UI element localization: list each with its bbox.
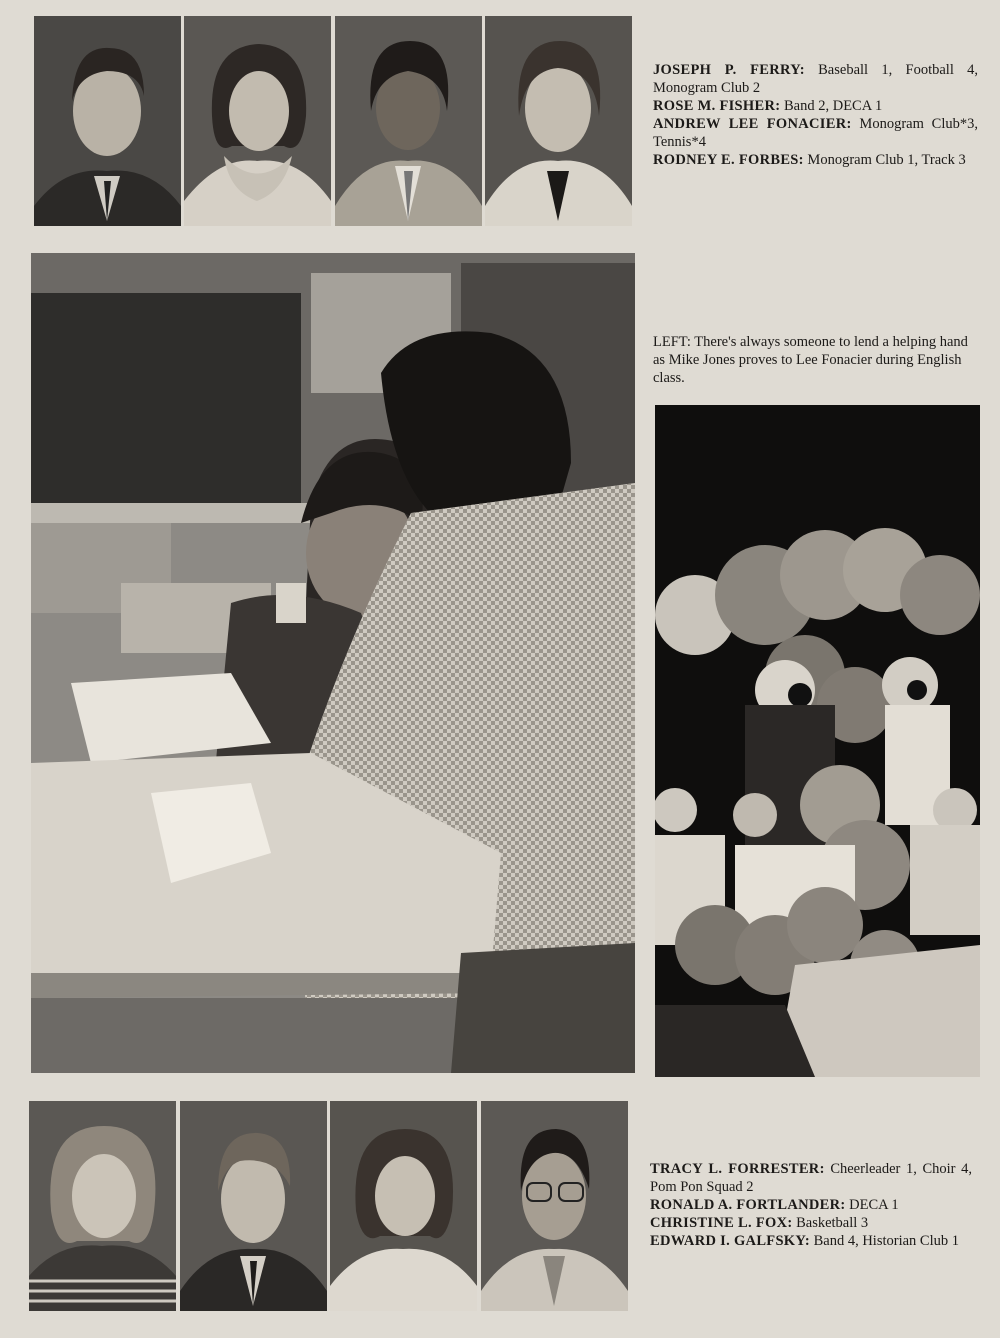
classroom-candid-photo xyxy=(31,253,635,1073)
bio-christine-fox: CHRISTINE L. FOX: Basketball 3 xyxy=(650,1215,869,1231)
portrait-christine-fox xyxy=(330,1101,477,1311)
portrait-joseph-ferry xyxy=(34,16,181,226)
portrait-edward-galfsky xyxy=(481,1101,628,1311)
portrait-tracy-forrester xyxy=(29,1101,176,1311)
portrait-rose-fisher xyxy=(184,16,331,226)
bio-andrew-fonacier: ANDREW LEE FONACIER: Monogram Club*3, Tennis*4 xyxy=(653,116,978,150)
top-bio-list xyxy=(653,61,978,169)
portrait-ronald-fortlander xyxy=(180,1101,327,1311)
bio-rose-fisher: ROSE M. FISHER: Band 2, DECA 1 xyxy=(653,98,883,114)
candid-caption: LEFT: There's always someone to lend a helping hand as Mike Jones proves to Lee Fonacier during English class. xyxy=(653,334,968,386)
portrait-andrew-fonacier xyxy=(335,16,482,226)
bio-joseph-ferry: JOSEPH P. FERRY: Baseball 1, Football 4, Monogram Club 2 xyxy=(653,62,978,96)
bottom-bio-list xyxy=(650,1160,972,1250)
bio-tracy-forrester: TRACY L. FORRESTER: Cheerleader 1, Choir 4, Pom Pon Squad 2 xyxy=(650,1161,972,1195)
bio-edward-galfsky: EDWARD I. GALFSKY: Band 4, Historian Club 1 xyxy=(650,1233,959,1249)
pom-pon-candid-photo xyxy=(655,405,980,1077)
portrait-rodney-forbes xyxy=(485,16,632,226)
bio-ronald-fortlander: RONALD A. FORTLANDER: DECA 1 xyxy=(650,1197,899,1213)
bio-rodney-forbes: RODNEY E. FORBES: Monogram Club 1, Track 3 xyxy=(653,152,966,168)
